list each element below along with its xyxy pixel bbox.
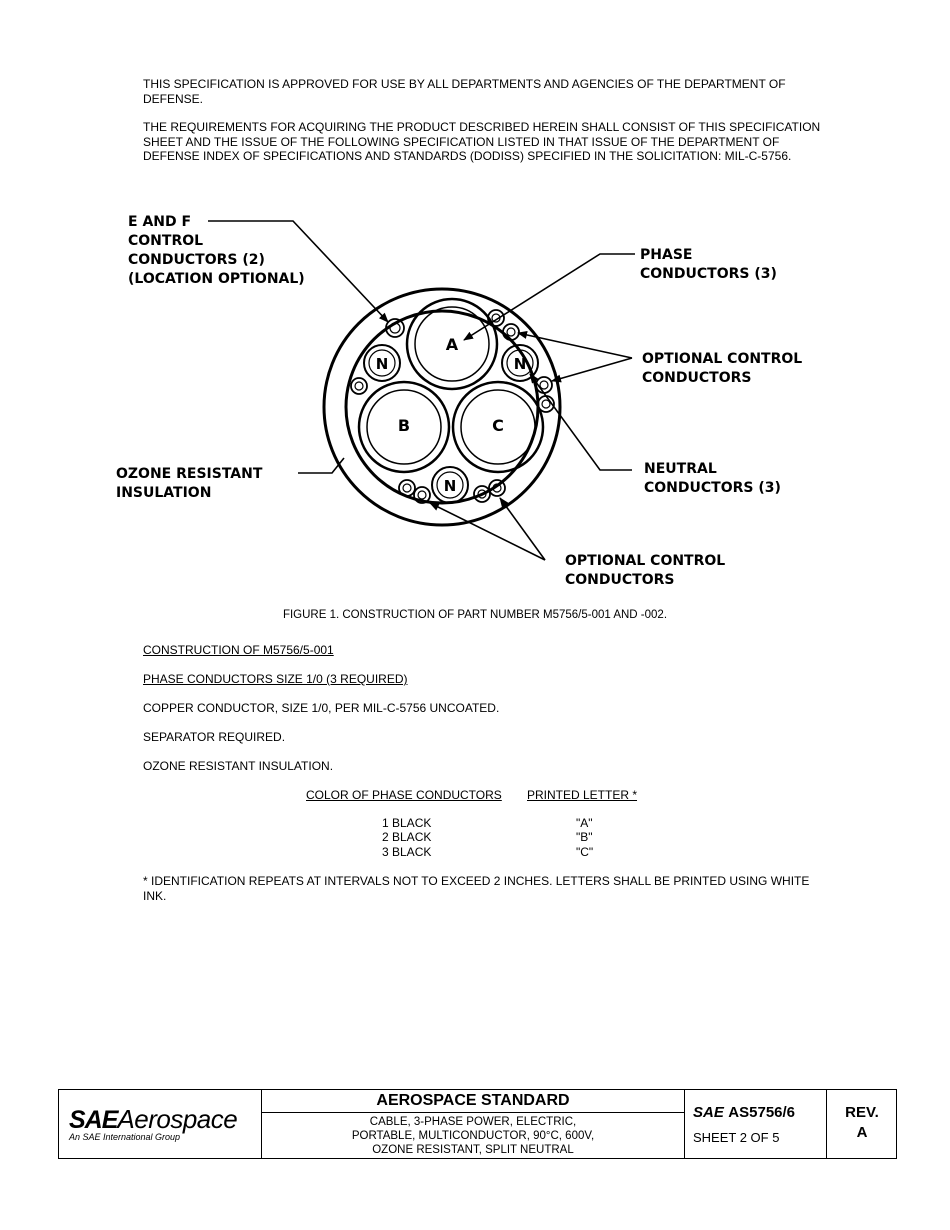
optional-control-conductor-2 [503, 324, 519, 340]
figure-caption: FIGURE 1. CONSTRUCTION OF PART NUMBER M5756/5-001 AND -002. [282, 609, 668, 621]
callout-optional-line1: OPTIONAL CONTROL [642, 351, 803, 367]
cable-cross-section-figure [110, 208, 835, 588]
optional-control-conductor-6 [399, 480, 415, 496]
optional-control-conductor-2-inner [507, 328, 515, 336]
color-row-1: 1 BLACK [382, 816, 432, 830]
callout-ef-line3: CONDUCTORS (2) [128, 252, 265, 268]
title-cell [262, 1090, 685, 1158]
doc-number-cell [685, 1090, 827, 1158]
requirements-statement: THE REQUIREMENTS FOR ACQUIRING THE PRODUCT DESCRIBED HEREIN SHALL CONSIST OF THIS SPECIFICATION SHEET AND THE ISSUE OF THE FOLLOWING SPECIFICATION LISTED IN THAT ISSUE OF THE DEPARTMENT OF DEFENSE INDEX OF SPECIFICATIONS AND STANDARDS (DODISS) SPECIFIED IN THE SOLICITATION: MIL-C-5756. [143, 120, 821, 163]
description-line1: CABLE, 3-PHASE POWER, ELECTRIC, [369, 1116, 577, 1128]
sheet-number: SHEET 2 OF 5 [693, 1130, 780, 1145]
callout-ozone-line1: OZONE RESISTANT [116, 466, 263, 482]
description-line3: OZONE RESISTANT, SPLIT NEUTRAL [372, 1144, 574, 1156]
sae-aerospace-logo: SAEAerospace [69, 1104, 238, 1134]
standard-type: AEROSPACE STANDARD [262, 1090, 684, 1113]
doc-number: SAE AS5756/6 [693, 1104, 796, 1121]
copper-conductor-line: COPPER CONDUCTOR, SIZE 1/0, PER MIL-C-5756 UNCOATED. [143, 701, 500, 715]
label-neutral-bottom: N [443, 477, 457, 495]
optional-control-conductor-7-inner [418, 491, 426, 499]
callout-phase-line1: PHASE [640, 247, 693, 263]
callout-ef-line4: (LOCATION OPTIONAL) [128, 271, 305, 287]
color-row-3: 3 BLACK [382, 845, 432, 859]
callout-optional-bottom-line1: OPTIONAL CONTROL [565, 553, 726, 569]
approval-statement: THIS SPECIFICATION IS APPROVED FOR USE BY ALL DEPARTMENTS AND AGENCIES OF THE DEPARTMENT OF DEFENSE. [143, 77, 786, 106]
letter-column-header: PRINTED LETTER * [527, 788, 638, 802]
letter-row-1: "A" [576, 816, 593, 830]
leader-phase [464, 254, 635, 340]
phase-conductors-heading: PHASE CONDUCTORS SIZE 1/0 (3 REQUIRED) [143, 672, 408, 686]
insulation-line: OZONE RESISTANT INSULATION. [143, 759, 334, 773]
separator-line: SEPARATOR REQUIRED. [143, 730, 286, 744]
optional-control-conductor-6-inner [403, 484, 411, 492]
footnote: * IDENTIFICATION REPEATS AT INTERVALS NOT TO EXCEED 2 INCHES. LETTERS SHALL BE PRINTED USING WHITE INK. [143, 874, 810, 903]
letter-row-2: "B" [576, 830, 593, 844]
callout-optional-bottom-line2: CONDUCTORS [565, 572, 675, 588]
optional-control-conductor-3-inner [355, 382, 363, 390]
logo-tagline: An SAE International Group [69, 1132, 181, 1142]
revision-value: A [856, 1124, 868, 1141]
callout-ozone-line2: INSULATION [116, 485, 212, 501]
description-line2: PORTABLE, MULTICONDUCTOR, 90°C, 600V, [351, 1130, 595, 1142]
optional-control-conductor-4-inner [540, 381, 548, 389]
leader-optional-top-2 [552, 358, 632, 381]
label-phase-b: B [397, 416, 411, 435]
outer-insulation-ring [324, 289, 560, 525]
color-row-2: 2 BLACK [382, 830, 432, 844]
label-phase-c: C [492, 416, 504, 435]
label-neutral-left: N [375, 355, 389, 373]
callout-neutral-line2: CONDUCTORS (3) [644, 480, 781, 496]
callout-neutral-line1: NEUTRAL [644, 461, 717, 477]
label-phase-a: A [445, 335, 459, 354]
callout-ef-line1: E AND F [128, 214, 192, 230]
leader-optional-bottom-2 [500, 498, 545, 560]
label-neutral-right: N [513, 355, 527, 373]
callout-ef-line2: CONTROL [128, 233, 204, 249]
letter-row-3: "C" [576, 845, 594, 859]
optional-control-conductor-3 [351, 378, 367, 394]
revision-label: REV. [845, 1104, 879, 1121]
optional-control-conductor-5-inner [542, 400, 550, 408]
title-block [58, 1089, 897, 1159]
revision-cell [827, 1090, 897, 1158]
leader-optional-bottom-1 [430, 503, 545, 560]
callout-optional-line2: CONDUCTORS [642, 370, 752, 386]
color-column-header: COLOR OF PHASE CONDUCTORS [306, 788, 502, 802]
callout-phase-line2: CONDUCTORS (3) [640, 266, 777, 282]
logo-cell [59, 1090, 262, 1158]
construction-heading: CONSTRUCTION OF M5756/5-001 [143, 643, 334, 657]
